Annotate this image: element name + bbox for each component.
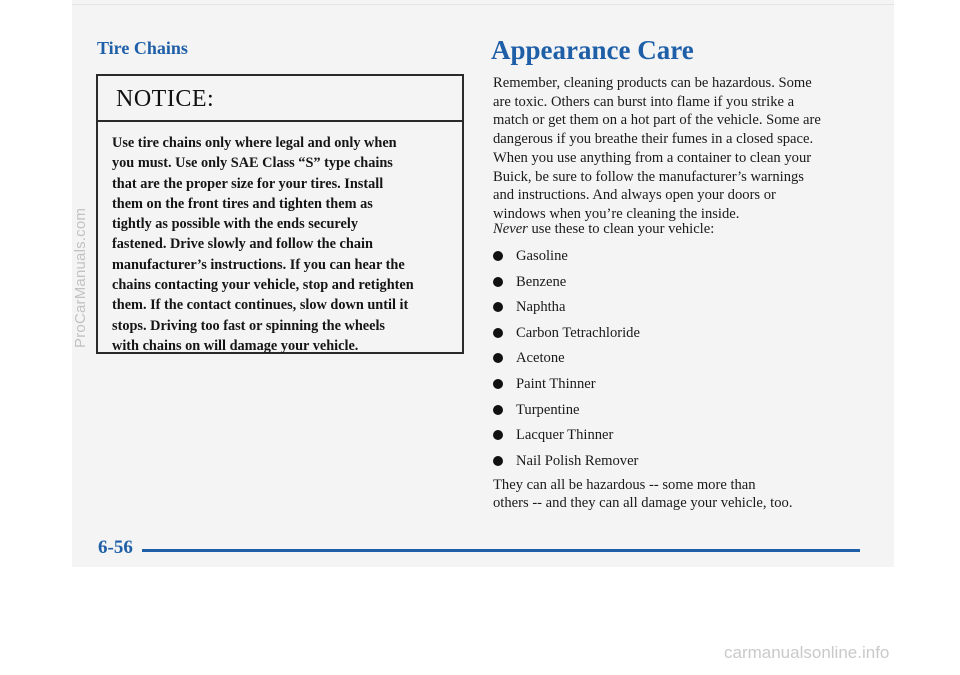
bullet-icon	[493, 251, 503, 261]
notice-line: that are the proper size for your tires. Install	[112, 175, 384, 192]
bullet-icon	[493, 277, 503, 287]
notice-line: tightly as possible with the ends securely	[112, 216, 358, 233]
never-use-sentence	[493, 221, 714, 238]
notice-line: fastened. Drive slowly and follow the chain	[112, 236, 373, 253]
list-item-text: Naphtha	[516, 299, 566, 316]
notice-line: stops. Driving too fast or spinning the wheels	[112, 317, 385, 334]
notice-line: you must. Use only SAE Class “S” type chains	[112, 155, 393, 172]
list-item-text: Acetone	[516, 350, 565, 367]
notice-line: manufacturer’s instructions. If you can hear the	[112, 256, 405, 273]
closing-line: They can all be hazardous -- some more than	[493, 477, 756, 493]
intro-line: Buick, be sure to follow the manufacturer’s warnings	[493, 168, 804, 185]
page-top-edge	[72, 4, 894, 5]
list-item	[493, 349, 640, 375]
list-item-text: Turpentine	[516, 401, 580, 418]
list-item-text: Gasoline	[516, 248, 568, 264]
notice-line: them on the front tires and tighten them as	[112, 195, 373, 212]
bullet-icon	[493, 430, 503, 440]
closing-paragraph	[493, 476, 792, 513]
intro-paragraph	[493, 74, 863, 224]
bullet-icon	[493, 302, 503, 312]
page-number: 6-56	[98, 537, 133, 558]
cleaning-hazards-list	[493, 247, 640, 477]
bottom-watermark: carmanualsonline.info	[724, 643, 890, 662]
notice-line: them. If the contact continues, slow down until it	[112, 297, 409, 314]
appearance-care-heading: Appearance Care	[491, 35, 694, 65]
notice-box	[96, 74, 464, 354]
footer-rule	[142, 549, 860, 552]
intro-line: and instructions. And always open your doors or	[493, 187, 776, 204]
list-item	[493, 324, 640, 350]
list-item-text: Paint Thinner	[516, 375, 596, 392]
list-item	[493, 247, 640, 273]
tire-chains-heading: Tire Chains	[97, 38, 188, 58]
notice-text	[112, 133, 456, 356]
notice-header	[98, 76, 462, 122]
side-watermark: ProCarManuals.com	[72, 207, 89, 348]
list-item-text: Nail Polish Remover	[516, 452, 639, 469]
bullet-icon	[493, 353, 503, 363]
list-item	[493, 273, 640, 299]
closing-line: others -- and they can all damage your vehicle, too.	[493, 495, 793, 512]
bullet-icon	[493, 379, 503, 389]
notice-line: Use tire chains only where legal and only when	[112, 135, 397, 151]
list-item-text: Carbon Tetrachloride	[516, 324, 640, 341]
list-item	[493, 401, 640, 427]
intro-line: dangerous if you breathe their fumes in a closed space.	[493, 131, 814, 148]
list-item-text: Lacquer Thinner	[516, 427, 614, 444]
list-item	[493, 452, 640, 478]
intro-line: When you use anything from a container to clean your	[493, 149, 812, 166]
never-word: Never	[493, 221, 528, 237]
never-rest: use these to clean your vehicle:	[527, 221, 715, 237]
notice-line: chains contacting your vehicle, stop and retighten	[112, 277, 414, 294]
notice-heading: NOTICE:	[116, 86, 215, 112]
bullet-icon	[493, 405, 503, 415]
intro-line: windows when you’re cleaning the inside.	[493, 205, 740, 222]
list-item-text: Benzene	[516, 273, 567, 290]
notice-line: with chains on will damage your vehicle.	[112, 337, 359, 354]
bullet-icon	[493, 456, 503, 466]
list-item	[493, 375, 640, 401]
manual-page	[72, 0, 894, 567]
list-item	[493, 426, 640, 452]
list-item	[493, 298, 640, 324]
intro-line: are toxic. Others can burst into flame if you strike a	[493, 93, 795, 110]
intro-line: Remember, cleaning products can be hazardous. Some	[493, 75, 812, 91]
bullet-icon	[493, 328, 503, 338]
intro-line: match or get them on a hot part of the vehicle. Some are	[493, 112, 821, 129]
